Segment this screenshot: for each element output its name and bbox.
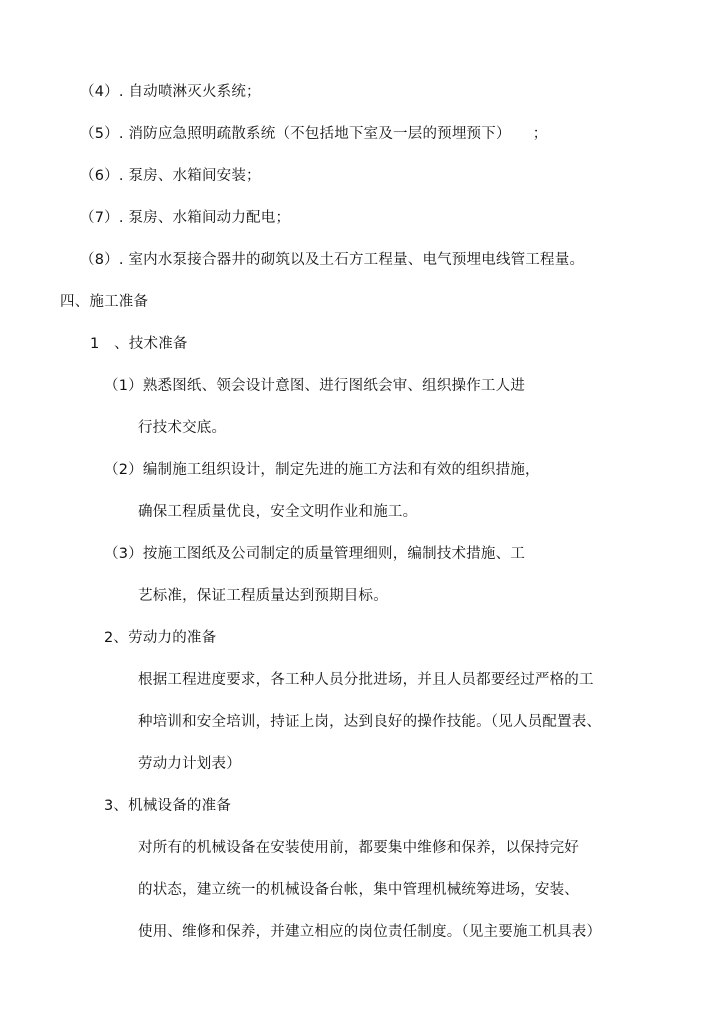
subsection-heading-1: 1 、技术准备 <box>90 336 188 352</box>
list-item-7: （7）. 泵房、水箱间动力配电； <box>80 210 291 226</box>
equipment-paragraph-line-2: 的状态，建立统一的机械设备台帐，集中管理机械统筹进场，安装、 <box>138 882 579 898</box>
list-item-8: （8）. 室内水泵接合器井的砌筑以及土石方工程量、电气预埋电线管工程量。 <box>80 252 585 268</box>
equipment-paragraph-line-1: 对所有的机械设备在安装使用前，都要集中维修和保养，以保持完好 <box>138 840 579 856</box>
labor-paragraph-line-3: 劳动力计划表） <box>138 756 241 772</box>
paragraph-3-line-2: 艺标准，保证工程质量达到预期目标。 <box>138 588 388 604</box>
paragraph-2-line-1: （2）编制施工组织设计，制定先进的施工方法和有效的组织措施， <box>104 462 540 478</box>
subsection-heading-3: 3、机械设备的准备 <box>104 798 232 814</box>
labor-paragraph-line-1: 根据工程进度要求，各工种人员分批进场，并且人员都要经过严格的工 <box>138 672 594 688</box>
labor-paragraph-line-2: 种培训和安全培训，持证上岗，达到良好的操作技能。（见人员配置表、 <box>138 714 602 730</box>
section-heading-4: 四、施工准备 <box>60 294 149 310</box>
paragraph-2-line-2: 确保工程质量优良，安全文明作业和施工。 <box>138 504 418 520</box>
list-item-5: （5）. 消防应急照明疏散系统（不包括地下室及一层的预埋预下） ； <box>80 126 548 142</box>
subsection-heading-2: 2、劳动力的准备 <box>104 630 217 646</box>
paragraph-1-line-1: （1）熟悉图纸、领会设计意图、进行图纸会审、组织操作工人进 <box>104 378 526 394</box>
paragraph-1-line-2: 行技术交底。 <box>138 420 227 436</box>
list-item-6: （6）. 泵房、水箱间安装； <box>80 168 261 184</box>
equipment-paragraph-line-3: 使用、维修和保养，并建立相应的岗位责任制度。（见主要施工机具表） <box>138 924 602 940</box>
list-item-4: （4）. 自动喷淋灭火系统； <box>80 84 261 100</box>
paragraph-3-line-1: （3）按施工图纸及公司制定的质量管理细则，编制技术措施、工 <box>104 546 526 562</box>
